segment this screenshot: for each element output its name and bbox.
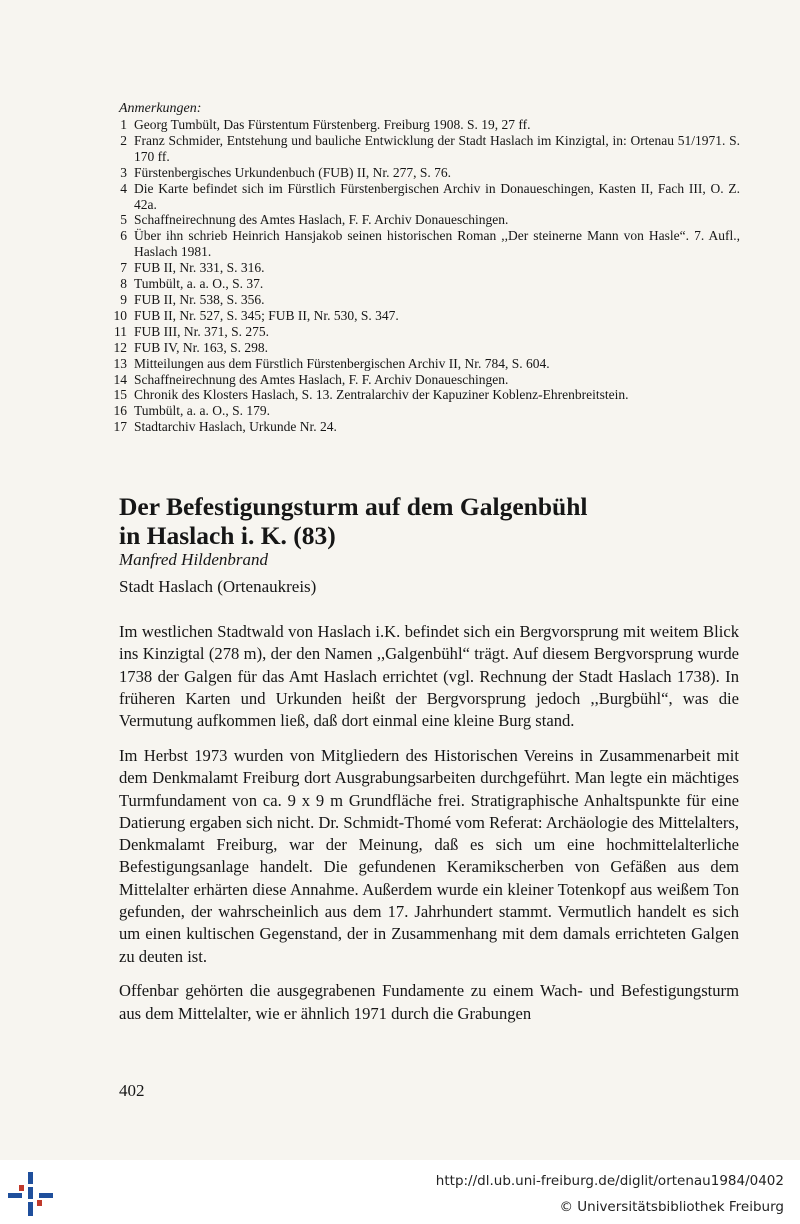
- footnote-number: 13: [113, 355, 127, 371]
- permalink-url[interactable]: http://dl.ub.uni-freiburg.de/diglit/ortenau1984/0402: [435, 1173, 784, 1189]
- footnote-text: Schaffneirechnung des Amtes Haslach, F. F. Archiv Donaueschingen.: [134, 212, 509, 228]
- library-footer: [0, 1160, 800, 1224]
- copyright-notice: © Universitätsbibliothek Freiburg: [559, 1199, 784, 1215]
- footnote-text: Tumbült, a. a. O., S. 37.: [134, 276, 264, 292]
- footnote-item: [110, 165, 740, 181]
- footnote-text: Stadtarchiv Haslach, Urkunde Nr. 24.: [134, 419, 337, 435]
- footnotes-list: [110, 117, 740, 435]
- footnote-item: [110, 372, 740, 388]
- footnote-text: FUB III, Nr. 371, S. 275.: [134, 323, 270, 339]
- footnote-item: [110, 419, 740, 435]
- footnote-item: [110, 212, 740, 228]
- footnote-number: 8: [120, 276, 127, 292]
- footnote-number: 12: [113, 339, 127, 355]
- footnote-item: [110, 117, 740, 133]
- footnote-item: [110, 292, 740, 308]
- footnote-number: 14: [113, 371, 127, 387]
- footnote-text: FUB IV, Nr. 163, S. 298.: [134, 339, 269, 355]
- footnote-number: 10: [113, 307, 127, 323]
- footnote-text: Tumbült, a. a. O., S. 179.: [134, 403, 271, 419]
- footnote-text: Franz Schmider, Entstehung und bauliche Entwicklung der Stadt Haslach im Kinzigtal, in: Ortenau 51/1971. S. 170 ff.: [134, 132, 740, 164]
- footnote-item: [110, 276, 740, 292]
- footnote-number: 4: [120, 180, 127, 196]
- body-paragraph: Im westlichen Stadtwald von Haslach i.K. befindet sich ein Bergvorsprung mit weitem Blick ins Kinzigtal (278 m), der den Namen ,,Galgenbühl“ trägt. Auf diesem Bergvorsprung wurde 1738 der Galgen für das Amt Haslach errichtet (vgl. Rechnung der Stadt Haslach 1738). In früheren Karten und Urkunden heißt der Bergvorsprung jedoch ,,Burgbühl“, was die Vermutung aufkommen ließ, daß dort einmal eine kleine Burg stand.: [119, 622, 739, 731]
- footnote-number: 6: [120, 228, 127, 244]
- body-paragraph: Offenbar gehörten die ausgegrabenen Fundamente zu einem Wach- und Befestigungsturm aus dem Mittelalter, wie er ähnlich 1971 durch die Grabungen: [119, 981, 739, 1023]
- article-title-line-2: in Haslach i. K. (83): [119, 521, 336, 550]
- footnote-text: Georg Tumbült, Das Fürstentum Fürstenberg. Freiburg 1908. S. 19, 27 ff.: [134, 117, 531, 132]
- footnote-text: Schaffneirechnung des Amtes Haslach, F. F. Archiv Donaueschingen.: [134, 371, 509, 387]
- footnote-number: 1: [120, 117, 127, 132]
- footnote-number: 5: [120, 212, 127, 228]
- footnote-text: Die Karte befindet sich im Fürstlich Fürstenbergischen Archiv in Donaueschingen, Kasten II, Fach III, O. Z. 42a.: [134, 180, 740, 212]
- footnote-text: Mitteilungen aus dem Fürstlich Fürstenbergischen Archiv II, Nr. 784, S. 604.: [134, 355, 550, 371]
- footnote-item: [110, 228, 740, 260]
- article-affiliation: Stadt Haslach (Ortenaukreis): [119, 577, 317, 596]
- footnote-text: Chronik des Klosters Haslach, S. 13. Zentralarchiv der Kapuziner Koblenz-Ehrenbreitstein.: [134, 387, 629, 403]
- footnote-item: [110, 356, 740, 372]
- article-body: [119, 621, 739, 1038]
- footnote-text: Fürstenbergisches Urkundenbuch (FUB) II, Nr. 277, S. 76.: [134, 164, 451, 180]
- article-author: Manfred Hildenbrand: [119, 550, 269, 569]
- footnote-item: [110, 308, 740, 324]
- footnote-item: [110, 181, 740, 213]
- footnote-text: FUB II, Nr. 331, S. 316.: [134, 260, 265, 276]
- footnote-number: 15: [113, 387, 127, 403]
- article-title-line-1: Der Befestigungsturm auf dem Galgenbühl: [119, 492, 588, 521]
- article-title: [119, 492, 739, 550]
- ub-freiburg-logo: [6, 1170, 56, 1220]
- footnote-number: 3: [120, 164, 127, 180]
- footnote-item: [110, 340, 740, 356]
- footnote-item: [110, 260, 740, 276]
- footnote-text: FUB II, Nr. 538, S. 356.: [134, 291, 265, 307]
- footnote-number: 17: [113, 419, 127, 435]
- footnote-item: [110, 133, 740, 165]
- page-number: 402: [119, 1081, 145, 1100]
- footnote-item: [110, 324, 740, 340]
- footnote-number: 9: [120, 291, 127, 307]
- footnote-text: Über ihn schrieb Heinrich Hansjakob seinen historischen Roman ,,Der steinerne Mann von Hasle“. 7. Aufl., Haslach 1981.: [134, 228, 740, 260]
- footnote-number: 2: [120, 132, 127, 148]
- notes-heading: Anmerkungen:: [119, 101, 202, 116]
- footnote-number: 11: [114, 323, 127, 339]
- footnote-number: 16: [113, 403, 127, 419]
- footnote-item: [110, 403, 740, 419]
- footnote-number: 7: [120, 260, 127, 276]
- body-paragraph: Im Herbst 1973 wurden von Mitgliedern des Historischen Vereins in Zusammenarbeit mit dem Denkmalamt Freiburg dort Ausgrabungsarbeiten durchgeführt. Man legte ein mächtiges Turmfundament von ca. 9 x 9 m Grundfläche frei. Stratigraphische Anhaltspunkte für eine Datierung ergaben sich nicht. Dr. Schmidt-Thomé vom Referat: Archäologie des Mittelalters, Denkmalamt Freiburg, war der Meinung, daß es sich um eine hochmittelalterliche Befestigungsanlage handelt. Die gefundenen Keramikscherben von Gefäßen aus dem Mittelalter erhärten diese Annahme. Außerdem wurde ein kleiner Totenkopf aus weißem Ton gefunden, der wahrscheinlich aus dem 17. Jahrhundert stammt. Vermutlich handelt es sich um einen kultischen Gegenstand, der in Zusammenhang mit dem damals errichteten Galgen zu deuten ist.: [119, 745, 739, 966]
- footnote-text: FUB II, Nr. 527, S. 345; FUB II, Nr. 530, S. 347.: [134, 307, 399, 323]
- footnote-item: [110, 387, 740, 403]
